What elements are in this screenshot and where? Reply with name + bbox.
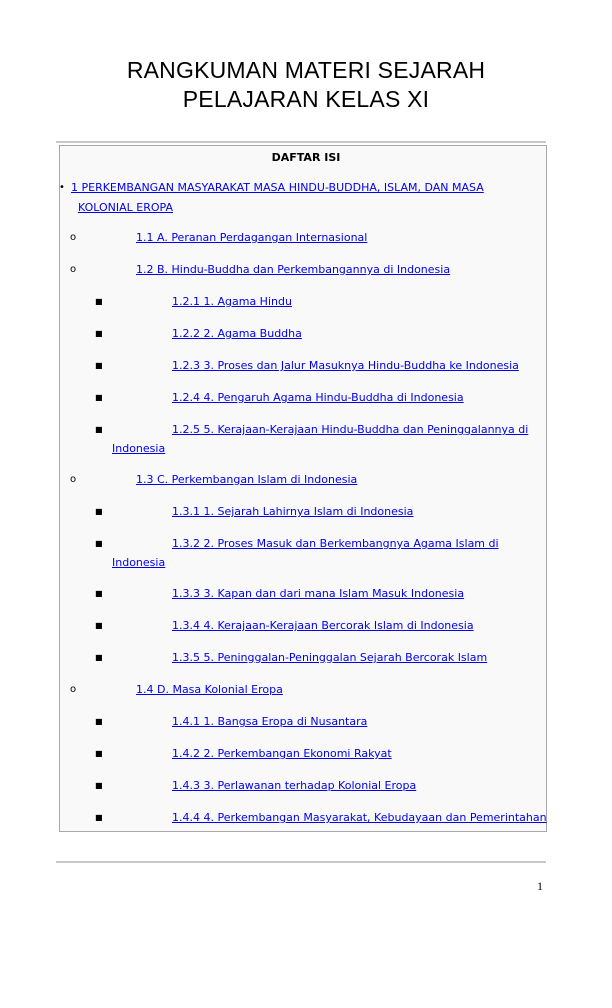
toc-link[interactable]: 1.2.4 4. Pengaruh Agama Hindu-Buddha di Indonesia	[172, 391, 464, 404]
toc-link[interactable]: 1.3.2 2. Proses Masuk dan Berkembangnya Agama Islam di	[172, 537, 499, 550]
toc-link[interactable]: 1.4.1 1. Bangsa Eropa di Nusantara	[172, 715, 368, 728]
toc-item-level3-cont[interactable]	[112, 439, 165, 459]
toc-link[interactable]: 1.3.1 1. Sejarah Lahirnya Islam di Indonesia	[172, 505, 414, 518]
toc-link[interactable]: 1.2.2 2. Agama Buddha	[172, 327, 302, 340]
toc-item-level3[interactable]	[172, 712, 367, 732]
document-title	[0, 56, 612, 114]
toc-item-level1[interactable]	[71, 178, 484, 198]
toc-bullet-square-icon: ■	[95, 425, 103, 434]
page-number: 1	[537, 879, 543, 893]
toc-bullet-circle-icon: o	[70, 232, 77, 243]
toc-item-level3[interactable]	[172, 388, 464, 408]
document-title-line2: PELAJARAN KELAS XI	[182, 86, 430, 112]
toc-item-level2[interactable]	[136, 680, 283, 700]
toc-item-level3[interactable]	[172, 502, 413, 522]
top-divider	[56, 141, 546, 143]
toc-link[interactable]: 1.4 D. Masa Kolonial Eropa	[136, 683, 283, 696]
toc-bullet-square-icon: ■	[95, 361, 103, 370]
toc-link[interactable]: 1.2 B. Hindu-Buddha dan Perkembangannya di Indonesia	[136, 263, 451, 276]
toc-bullet-square-icon: ■	[95, 813, 103, 822]
toc-item-level3-cont[interactable]	[112, 553, 165, 573]
toc-link[interactable]: 1.4.2 2. Perkembangan Ekonomi Rakyat	[172, 747, 392, 760]
toc-link[interactable]: 1.4.4 4. Perkembangan Masyarakat, Kebudayaan dan Pemerintahan	[172, 811, 547, 824]
toc-bullet-disc-icon: •	[59, 182, 65, 193]
toc-bullet-circle-icon: o	[70, 684, 77, 695]
toc-link[interactable]: 1.3 C. Perkembangan Islam di Indonesia	[136, 473, 358, 486]
toc-bullet-circle-icon: o	[70, 264, 77, 275]
toc-link[interactable]: Indonesia	[112, 556, 166, 569]
toc-bullet-square-icon: ■	[95, 507, 103, 516]
toc-bullet-square-icon: ■	[95, 329, 103, 338]
document-title-line1: RANGKUMAN MATERI SEJARAH	[126, 57, 486, 83]
toc-bullet-circle-icon: o	[70, 474, 77, 485]
toc-bullet-square-icon: ■	[95, 589, 103, 598]
toc-item-level3[interactable]	[172, 534, 499, 554]
toc-bullet-square-icon: ■	[95, 653, 103, 662]
bottom-divider	[56, 861, 546, 863]
toc-item-level3[interactable]	[172, 584, 464, 604]
toc-item-level2[interactable]	[136, 470, 357, 490]
toc-item-level1-cont[interactable]	[78, 198, 173, 218]
toc-bullet-square-icon: ■	[95, 297, 103, 306]
toc-heading: DAFTAR ISI	[271, 151, 341, 164]
toc-item-level2[interactable]	[136, 260, 450, 280]
toc-item-level3[interactable]	[172, 420, 528, 440]
toc-item-level3[interactable]	[172, 324, 302, 344]
toc-item-level3[interactable]	[172, 356, 519, 376]
toc-link[interactable]: 1.2.5 5. Kerajaan-Kerajaan Hindu-Buddha dan Peninggalannya di	[172, 423, 529, 436]
toc-bullet-square-icon: ■	[95, 621, 103, 630]
toc-link[interactable]: Indonesia	[112, 442, 166, 455]
toc-link[interactable]: 1.2.3 3. Proses dan Jalur Masuknya Hindu-Buddha ke Indonesia	[172, 359, 519, 372]
toc-link[interactable]: 1.4.3 3. Perlawanan terhadap Kolonial Eropa	[172, 779, 417, 792]
toc-link[interactable]: 1.3.4 4. Kerajaan-Kerajaan Bercorak Islam di Indonesia	[172, 619, 474, 632]
toc-item-level2[interactable]	[136, 228, 367, 248]
toc-link[interactable]: 1.3.5 5. Peninggalan-Peninggalan Sejarah Bercorak Islam	[172, 651, 488, 664]
toc-link[interactable]: KOLONIAL EROPA	[78, 201, 173, 214]
toc-bullet-square-icon: ■	[95, 393, 103, 402]
toc-bullet-square-icon: ■	[95, 717, 103, 726]
toc-item-level3[interactable]	[172, 648, 487, 668]
toc-item-level3[interactable]	[172, 744, 392, 764]
toc-bullet-square-icon: ■	[95, 749, 103, 758]
toc-item-level3[interactable]	[172, 616, 474, 636]
toc-item-level3[interactable]	[172, 808, 547, 828]
toc-link[interactable]: 1.2.1 1. Agama Hindu	[172, 295, 292, 308]
toc-bullet-square-icon: ■	[95, 781, 103, 790]
toc-link[interactable]: 1 PERKEMBANGAN MASYARAKAT MASA HINDU-BUDDHA, ISLAM, DAN MASA	[71, 181, 484, 194]
toc-item-level3[interactable]	[172, 292, 292, 312]
toc-item-level3[interactable]	[172, 776, 416, 796]
toc-bullet-square-icon: ■	[95, 539, 103, 548]
toc-link[interactable]: 1.3.3 3. Kapan dan dari mana Islam Masuk Indonesia	[172, 587, 465, 600]
toc-link[interactable]: 1.1 A. Peranan Perdagangan Internasional	[136, 231, 368, 244]
